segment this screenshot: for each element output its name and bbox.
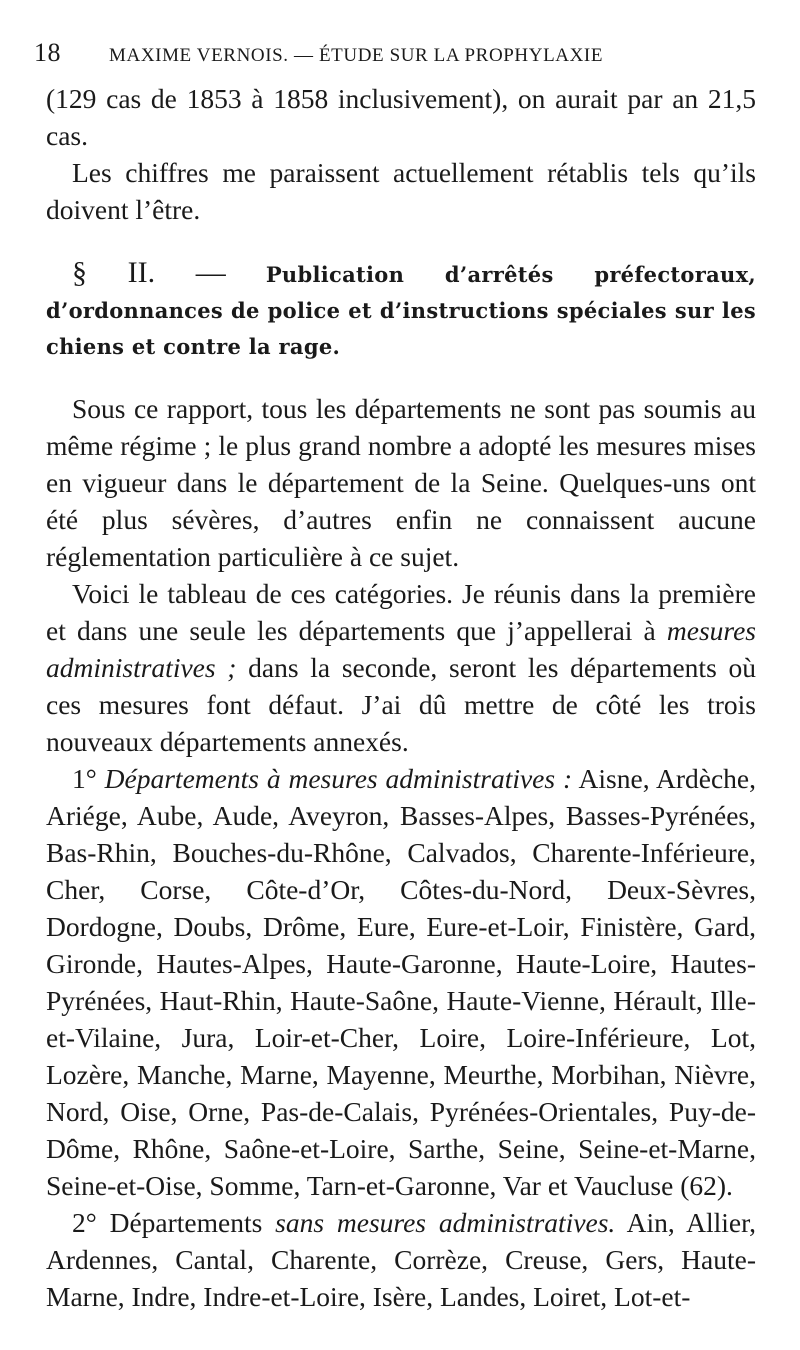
page-body [46,80,756,1315]
paragraph-list-with-measures [46,760,756,1204]
running-title: MAXIME VERNOIS. — ÉTUDE SUR LA PROPHYLAXIE [109,45,604,66]
paragraph-list-without-measures [46,1204,756,1315]
paragraph-continuation: (129 cas de 1853 à 1858 inclusivement), on aurait par an 21,5 cas. [46,83,756,151]
paragraph-regime: Sous ce rapport, tous les départements ne sont pas soumis au même régime ; le plus grand nombre a adopté les mesures mises en vigueur dans le département de la Seine. Quelques-uns ont été plus sévères, d’autres enfin ne connaissent aucune réglementation particulière à ce sujet. [46,393,756,572]
paragraph-categories [46,575,756,760]
text-run: dans la seconde, seront les départements où ces mesures font défaut. J’ai dû mettre de côté les trois nouveaux départements annexés. [46,652,756,757]
emphasis: mesures administratives ; [46,615,756,683]
text-run: Voici le tableau de ces catégories. Je réunis dans la première et dans une seule les départements que j’appellerai à [46,578,756,646]
paragraph-figures: Les chiffres me paraissent actuellement rétablis tels qu’ils doivent l’être. [46,157,756,225]
section-mark: § II. — [72,256,226,289]
department-list: Aisne, Ardèche, Ariége, Aube, Aude, Aveyron, Basses-Alpes, Basses-Pyrénées, Bas-Rhin, Bouches-du-Rhône, Calvados, Charente-Inférieure, Cher, Corse, Côte-d’Or, Côtes-du-Nord, Deux-Sèvres, Dordogne, Doubs, Drôme, Eure, Eure-et-Loir, Finistère, Gard, Gironde, Hautes-Alpes, Haute-Garonne, Haute-Loire, Hautes-Pyrénées, Haut-Rhin, Haute-Saône, Haute-Vienne, Hérault, Ille-et-Vilaine, Jura, Loir-et-Cher, Loire, Loire-Inférieure, Lot, Lozère, Manche, Marne, Mayenne, Meurthe, Morbihan, Nièvre, Nord, Oise, Orne, Pas-de-Calais, Pyrénées-Orientales, Puy-de-Dôme, Rhône, Saône-et-Loire, Sarthe, Seine, Seine-et-Marne, Seine-et-Oise, Somme, Tarn-et-Garonne, Var et Vaucluse (62). [46,763,756,1201]
section-heading [46,256,756,364]
running-header [34,38,756,68]
list-number: 1° [72,763,105,794]
department-list: Ain, Allier, Ardennes, Cantal, Charente, Corrèze, Creuse, Gers, Haute-Marne, Indre, Indre-et-Loire, Isère, Landes, Loiret, Lot-et- [46,1207,757,1312]
emphasis: Départements à mesures administratives : [104,763,573,794]
emphasis: sans mesures administratives. [275,1207,616,1238]
page-number: 18 [34,38,61,67]
section-title: Publication d’arrêtés préfectoraux, d’ordonnances de police et d’instructions spéciales sur les chiens et contre la rage. [46,262,757,359]
list-lead: 2° Départements [72,1207,276,1238]
